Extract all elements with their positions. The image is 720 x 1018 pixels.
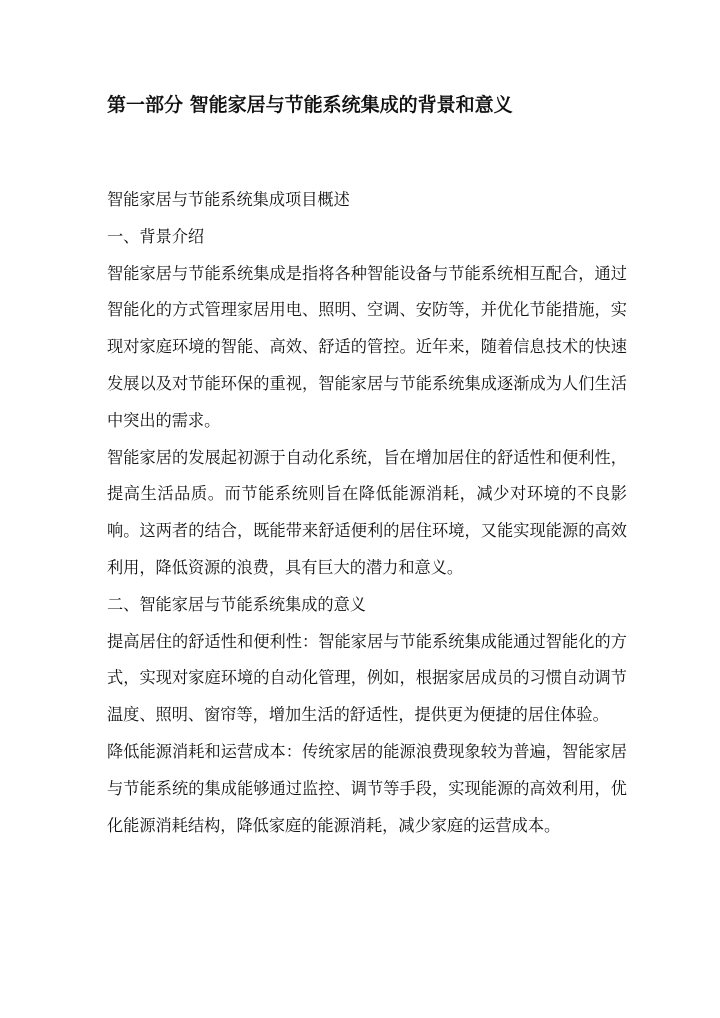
document-body [107,182,627,844]
page-title: 第一部分 智能家居与节能系统集成的背景和意义 [107,94,513,116]
body-paragraph: 智能家居的发展起初源于自动化系统，旨在增加居住的舒适性和便利性，提高生活品质。而节能系统则旨在降低能源消耗，减少对环境的不良影响。这两者的结合，既能带来舒适便利的居住环境，又能实现能源的高效利用，降低资源的浪费，具有巨大的潜力和意义。 [107,447,627,577]
section-background-heading: 一、背景介绍 [107,226,205,246]
section-overview-heading: 智能家居与节能系统集成项目概述 [107,190,350,209]
body-paragraph: 降低能源消耗和运营成本：传统家居的能源浪费现象较为普遍，智能家居与节能系统的集成能够通过监控、调节等手段，实现能源的高效利用，优化能源消耗结构，降低家庭的能源消耗，减少家庭的运营成本。 [107,741,627,835]
body-paragraph: 智能家居与节能系统集成是指将各种智能设备与节能系统相互配合，通过智能化的方式管理家居用电、照明、空调、安防等，并优化节能措施，实现对家庭环境的智能、高效、舒适的管控。近年来，随着信息技术的快速发展以及对节能环保的重视，智能家居与节能系统集成逐渐成为人们生活中突出的需求。 [107,263,627,430]
body-paragraph: 提高居住的舒适性和便利性：智能家居与节能系统集成能通过智能化的方式，实现对家庭环境的自动化管理，例如，根据家居成员的习惯自动调节温度、照明、窗帘等，增加生活的舒适性，提供更为便捷的居住体验。 [107,631,627,725]
section-significance-heading: 二、智能家居与节能系统集成的意义 [107,594,366,614]
